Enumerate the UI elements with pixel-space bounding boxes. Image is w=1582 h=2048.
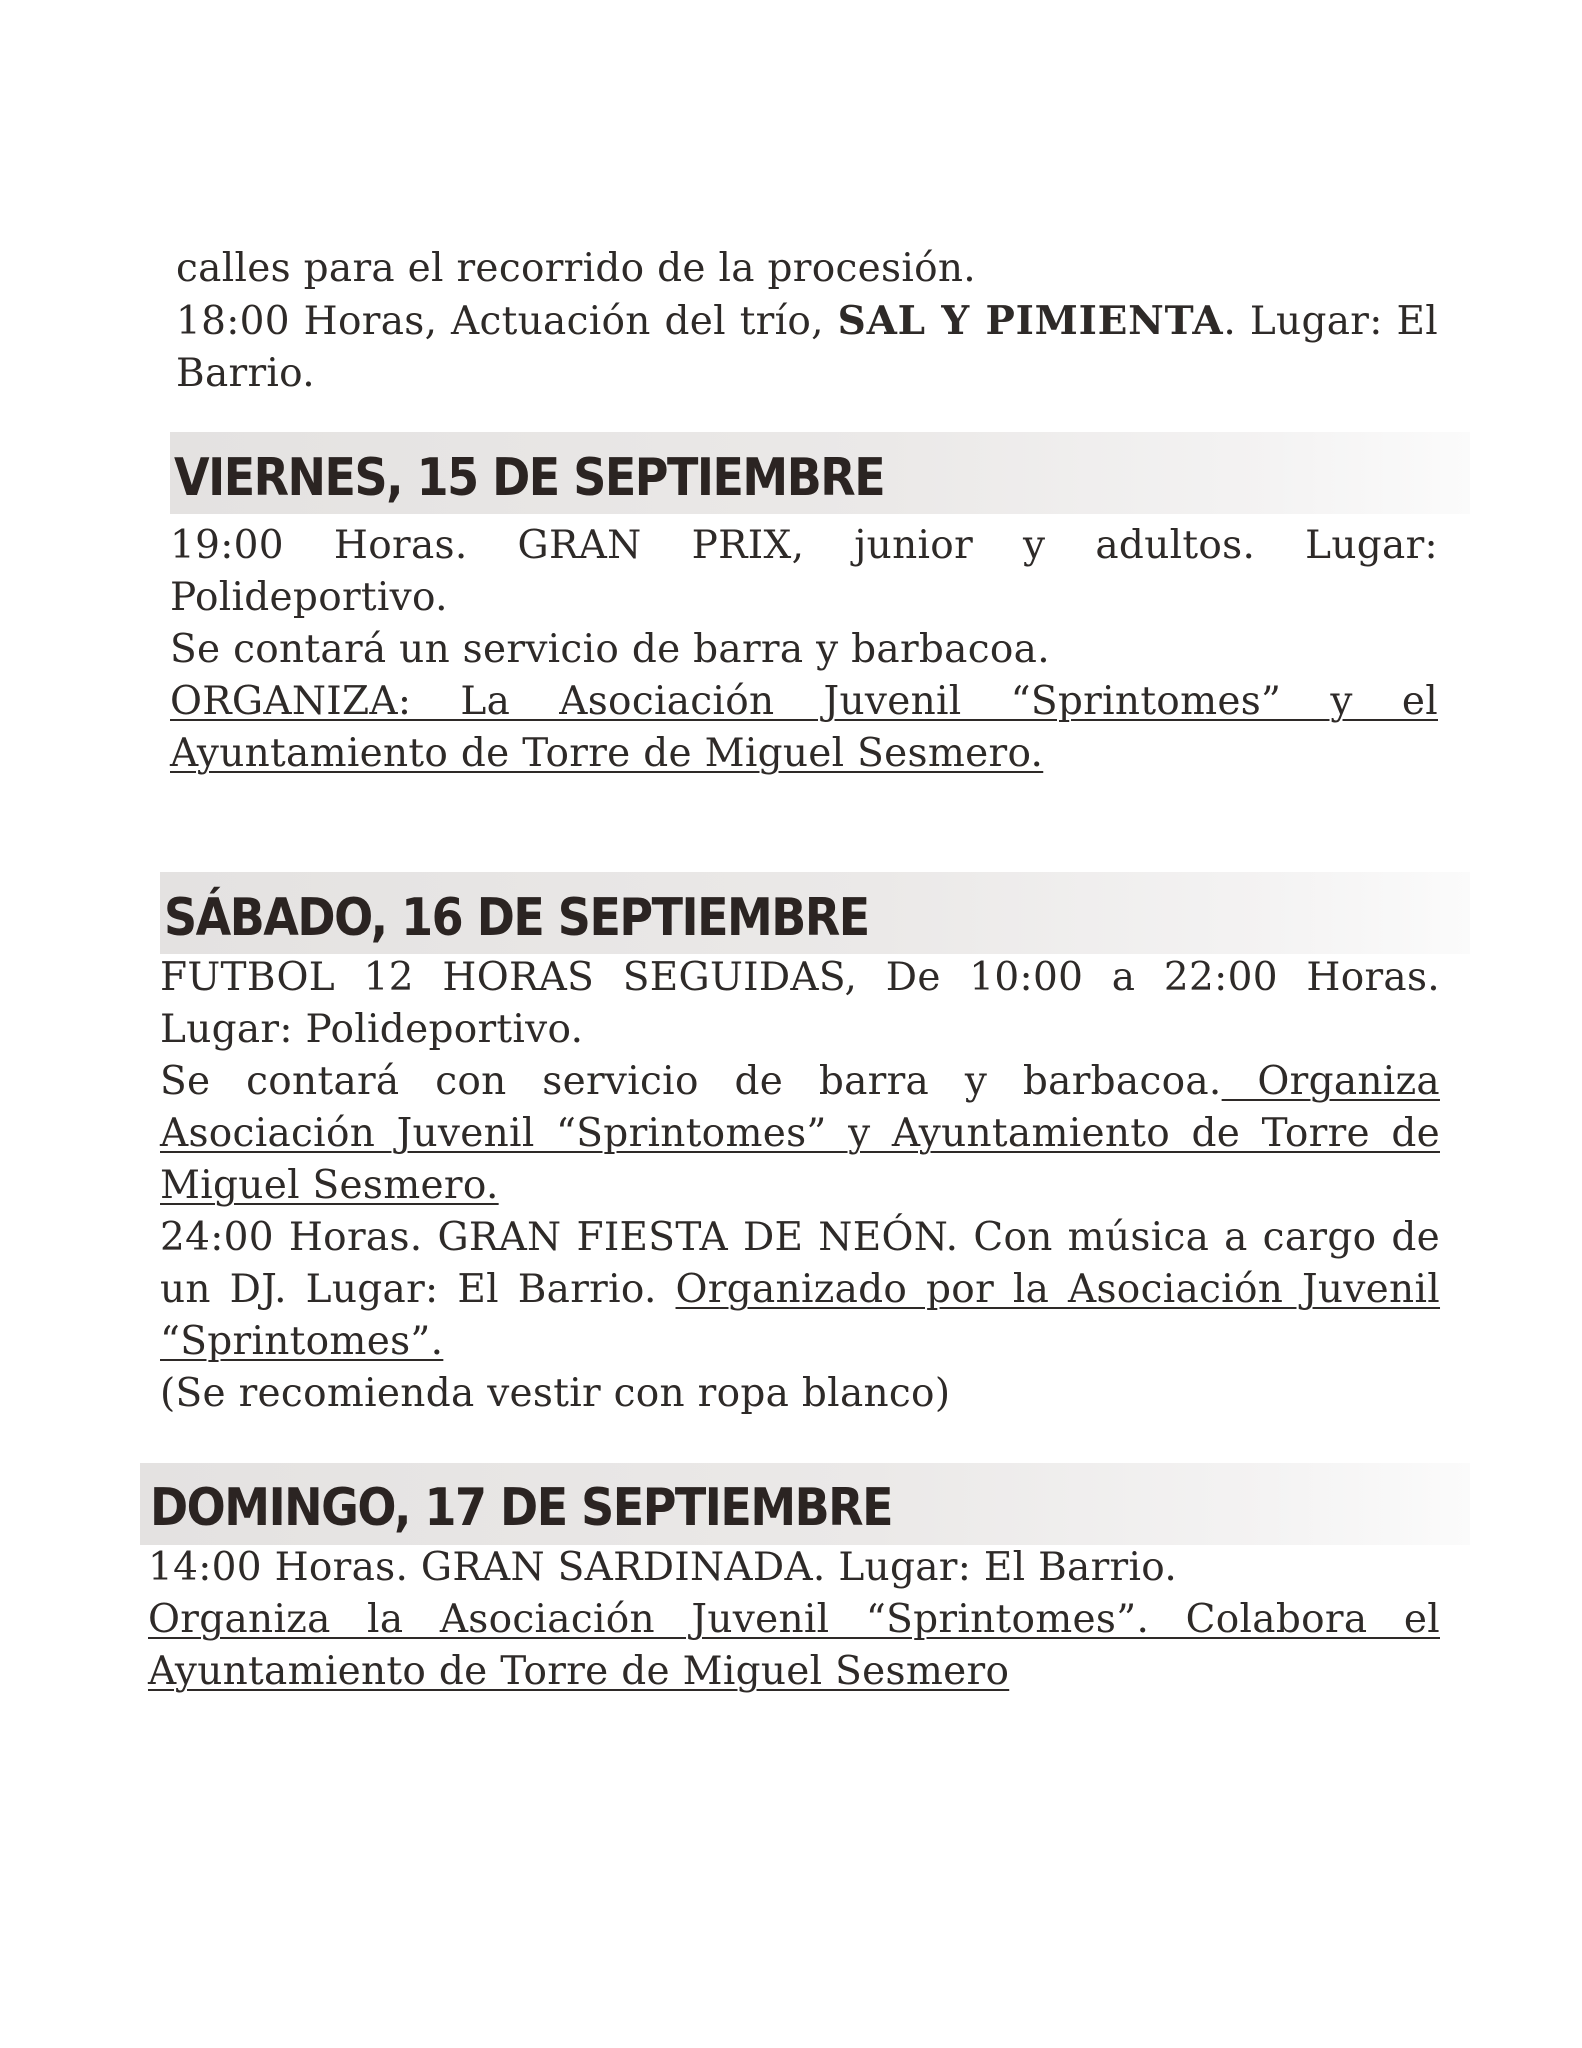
domingo-block bbox=[148, 1542, 1440, 1698]
viernes-time: 19:00 Horas. bbox=[170, 523, 518, 568]
sabado-barra-text: Se contará con servicio de barra y barbacoa. bbox=[160, 1059, 1222, 1104]
sabado-paragraph-4: (Se recomienda vestir con ropa blanco) bbox=[160, 1371, 951, 1416]
intro-paragraph-2 bbox=[176, 295, 1438, 400]
sabado-neon-organiza: Organizado por la Asociación Juvenil “Sprintomes”. bbox=[160, 1267, 1441, 1364]
viernes-rest: , junior y adultos. Lugar: Polideportivo. bbox=[170, 523, 1438, 620]
domingo-organiza: Organiza la Asociación Juvenil “Sprintomes”. Colabora el Ayuntamiento de Torre de Miguel Sesmero bbox=[148, 1597, 1440, 1694]
sabado-paragraph-1: FUTBOL 12 HORAS SEGUIDAS, De 10:00 a 22:00 Horas. Lugar: Polideportivo. bbox=[160, 955, 1440, 1052]
heading-domingo: DOMINGO, 17 DE SEPTIEMBRE bbox=[150, 1476, 893, 1538]
sabado-paragraph-3 bbox=[160, 1212, 1440, 1368]
sabado-organiza: Organiza Asociación Juvenil “Sprintomes” y Ayuntamiento de Torre de Miguel Sesmero. bbox=[160, 1059, 1440, 1208]
viernes-organiza: ORGANIZA: La Asociación Juvenil “Sprintomes” y el Ayuntamiento de Torre de Miguel Sesmero. bbox=[170, 679, 1438, 776]
intro-time: 18:00 Horas, Actuación del trío, bbox=[176, 299, 838, 344]
sabado-neon-time: 24:00 Horas. bbox=[160, 1215, 438, 1260]
intro-line-1: calles para el recorrido de la procesión. bbox=[176, 246, 976, 291]
domingo-paragraph-1: 14:00 Horas. GRAN SARDINADA. Lugar: El Barrio. bbox=[148, 1545, 1178, 1590]
sabado-neon-event: GRAN FIESTA DE NEÓN bbox=[437, 1215, 946, 1260]
viernes-block bbox=[170, 520, 1438, 780]
viernes-paragraph-1 bbox=[170, 520, 1438, 624]
sabado-block bbox=[160, 952, 1440, 1420]
sabado-paragraph-2 bbox=[160, 1056, 1440, 1212]
heading-sabado: SÁBADO, 16 DE SEPTIEMBRE bbox=[164, 886, 869, 948]
intro-block bbox=[176, 243, 1438, 400]
viernes-event: GRAN PRIX bbox=[517, 523, 792, 568]
sabado-neon-rest: . Con música a cargo de un DJ. Lugar: El Barrio. bbox=[160, 1215, 1440, 1312]
intro-act-name: SAL Y PIMIENTA bbox=[837, 298, 1224, 344]
intro-rest: . Lugar: El Barrio. bbox=[176, 299, 1438, 396]
viernes-paragraph-2: Se contará un servicio de barra y barbacoa. bbox=[170, 627, 1050, 672]
heading-viernes: VIERNES, 15 DE SEPTIEMBRE bbox=[174, 446, 885, 508]
